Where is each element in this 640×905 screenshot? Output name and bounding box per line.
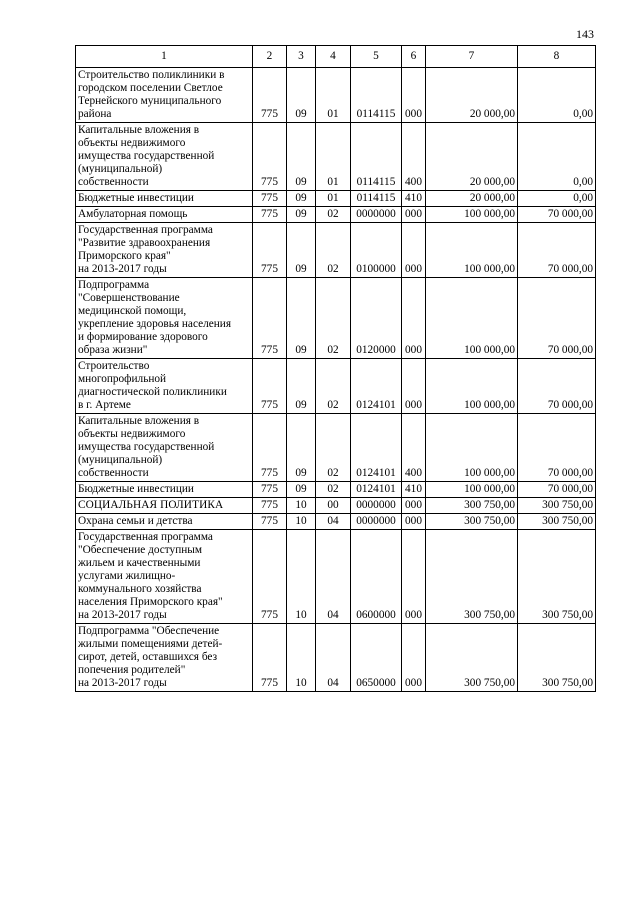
code-cell: 10 <box>287 530 316 624</box>
budget-table <box>75 45 596 692</box>
code-cell: 10 <box>287 498 316 514</box>
header-cell: 2 <box>253 46 287 68</box>
header-cell: 6 <box>402 46 426 68</box>
code-cell: 09 <box>287 123 316 191</box>
code-cell: 000 <box>402 498 426 514</box>
code-cell: 0114115 <box>351 123 402 191</box>
row-name-cell: Подпрограмма "Совершенствование медицинской помощи, укрепление здоровья населения и формирование здорового образа жизни" <box>76 278 253 359</box>
code-cell: 09 <box>287 68 316 123</box>
row-name-cell: Капитальные вложения в объекты недвижимого имущества государственной (муниципальной) собственности <box>76 123 253 191</box>
amount-cell: 300 750,00 <box>518 530 596 624</box>
amount-cell: 100 000,00 <box>426 207 518 223</box>
table-row <box>76 514 596 530</box>
code-cell: 09 <box>287 414 316 482</box>
amount-cell: 300 750,00 <box>518 498 596 514</box>
code-cell: 09 <box>287 278 316 359</box>
code-cell: 410 <box>402 482 426 498</box>
amount-cell: 70 000,00 <box>518 278 596 359</box>
amount-cell: 300 750,00 <box>426 624 518 692</box>
header-cell: 7 <box>426 46 518 68</box>
code-cell: 09 <box>287 223 316 278</box>
code-cell: 775 <box>253 482 287 498</box>
row-name-cell: Строительство многопрофильной диагностической поликлиники в г. Артеме <box>76 359 253 414</box>
code-cell: 0000000 <box>351 514 402 530</box>
code-cell: 410 <box>402 191 426 207</box>
code-cell: 0124101 <box>351 482 402 498</box>
code-cell: 000 <box>402 514 426 530</box>
code-cell: 775 <box>253 68 287 123</box>
header-cell: 5 <box>351 46 402 68</box>
code-cell: 04 <box>316 514 351 530</box>
code-cell: 0100000 <box>351 223 402 278</box>
amount-cell: 70 000,00 <box>518 482 596 498</box>
amount-cell: 100 000,00 <box>426 223 518 278</box>
header-cell: 1 <box>76 46 253 68</box>
code-cell: 02 <box>316 223 351 278</box>
code-cell: 02 <box>316 278 351 359</box>
page-number: 143 <box>576 27 594 41</box>
code-cell: 0120000 <box>351 278 402 359</box>
table-row <box>76 359 596 414</box>
code-cell: 775 <box>253 498 287 514</box>
row-name-cell: Подпрограмма "Обеспечение жилыми помещениями детей- сирот, детей, оставшихся без попечения родителей" на 2013-2017 годы <box>76 624 253 692</box>
amount-cell: 70 000,00 <box>518 207 596 223</box>
amount-cell: 0,00 <box>518 68 596 123</box>
code-cell: 0114115 <box>351 191 402 207</box>
row-name-cell: Государственная программа "Развитие здравоохранения Приморского края" на 2013-2017 годы <box>76 223 253 278</box>
amount-cell: 300 750,00 <box>426 530 518 624</box>
table-row <box>76 223 596 278</box>
row-name-cell: Бюджетные инвестиции <box>76 482 253 498</box>
header-cell: 4 <box>316 46 351 68</box>
code-cell: 01 <box>316 68 351 123</box>
code-cell: 400 <box>402 414 426 482</box>
code-cell: 0650000 <box>351 624 402 692</box>
code-cell: 02 <box>316 207 351 223</box>
code-cell: 000 <box>402 278 426 359</box>
code-cell: 01 <box>316 123 351 191</box>
code-cell: 0000000 <box>351 498 402 514</box>
row-name-cell: Амбулаторная помощь <box>76 207 253 223</box>
code-cell: 02 <box>316 482 351 498</box>
amount-cell: 300 750,00 <box>426 498 518 514</box>
header-row <box>76 46 596 68</box>
table-row <box>76 278 596 359</box>
row-name-cell: СОЦИАЛЬНАЯ ПОЛИТИКА <box>76 498 253 514</box>
code-cell: 400 <box>402 123 426 191</box>
code-cell: 775 <box>253 359 287 414</box>
amount-cell: 20 000,00 <box>426 68 518 123</box>
code-cell: 775 <box>253 414 287 482</box>
amount-cell: 70 000,00 <box>518 359 596 414</box>
code-cell: 09 <box>287 207 316 223</box>
row-name-cell: Охрана семьи и детства <box>76 514 253 530</box>
amount-cell: 70 000,00 <box>518 223 596 278</box>
amount-cell: 300 750,00 <box>426 514 518 530</box>
code-cell: 10 <box>287 514 316 530</box>
amount-cell: 300 750,00 <box>518 624 596 692</box>
code-cell: 04 <box>316 530 351 624</box>
code-cell: 775 <box>253 223 287 278</box>
code-cell: 04 <box>316 624 351 692</box>
code-cell: 10 <box>287 624 316 692</box>
table-row <box>76 530 596 624</box>
row-name-cell: Капитальные вложения в объекты недвижимого имущества государственной (муниципальной) собственности <box>76 414 253 482</box>
code-cell: 775 <box>253 514 287 530</box>
table-row <box>76 414 596 482</box>
amount-cell: 0,00 <box>518 191 596 207</box>
amount-cell: 70 000,00 <box>518 414 596 482</box>
row-name-cell: Бюджетные инвестиции <box>76 191 253 207</box>
table-row <box>76 624 596 692</box>
table-row <box>76 191 596 207</box>
table-row <box>76 68 596 123</box>
amount-cell: 100 000,00 <box>426 482 518 498</box>
table-row <box>76 498 596 514</box>
code-cell: 775 <box>253 530 287 624</box>
code-cell: 02 <box>316 359 351 414</box>
code-cell: 775 <box>253 191 287 207</box>
code-cell: 09 <box>287 191 316 207</box>
code-cell: 0000000 <box>351 207 402 223</box>
code-cell: 01 <box>316 191 351 207</box>
code-cell: 0124101 <box>351 414 402 482</box>
header-cell: 8 <box>518 46 596 68</box>
amount-cell: 100 000,00 <box>426 359 518 414</box>
code-cell: 0114115 <box>351 68 402 123</box>
code-cell: 09 <box>287 359 316 414</box>
table-row <box>76 123 596 191</box>
header-cell: 3 <box>287 46 316 68</box>
amount-cell: 100 000,00 <box>426 278 518 359</box>
table-row <box>76 207 596 223</box>
code-cell: 02 <box>316 414 351 482</box>
code-cell: 000 <box>402 207 426 223</box>
code-cell: 775 <box>253 123 287 191</box>
code-cell: 775 <box>253 278 287 359</box>
code-cell: 000 <box>402 624 426 692</box>
table-row <box>76 482 596 498</box>
amount-cell: 100 000,00 <box>426 414 518 482</box>
code-cell: 0124101 <box>351 359 402 414</box>
amount-cell: 20 000,00 <box>426 123 518 191</box>
code-cell: 00 <box>316 498 351 514</box>
code-cell: 775 <box>253 624 287 692</box>
row-name-cell: Государственная программа "Обеспечение доступным жильем и качественными услугами жилищно- коммунального хозяйства населения Приморского края" на 2013-2017 годы <box>76 530 253 624</box>
amount-cell: 300 750,00 <box>518 514 596 530</box>
code-cell: 000 <box>402 359 426 414</box>
row-name-cell: Строительство поликлиники в городском поселении Светлое Тернейского муниципального района <box>76 68 253 123</box>
code-cell: 000 <box>402 68 426 123</box>
code-cell: 09 <box>287 482 316 498</box>
code-cell: 0600000 <box>351 530 402 624</box>
code-cell: 000 <box>402 530 426 624</box>
code-cell: 000 <box>402 223 426 278</box>
code-cell: 775 <box>253 207 287 223</box>
amount-cell: 20 000,00 <box>426 191 518 207</box>
amount-cell: 0,00 <box>518 123 596 191</box>
